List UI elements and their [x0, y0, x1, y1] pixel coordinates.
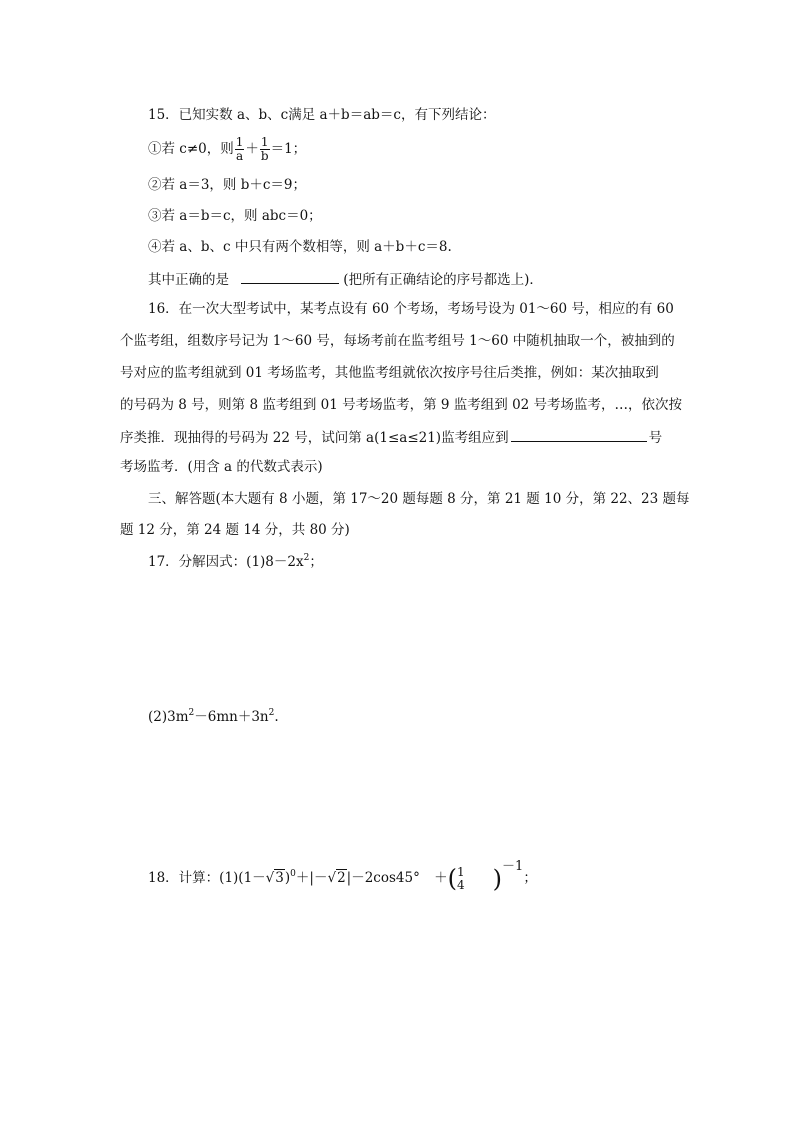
- q15-option-1-prefix: ①若 c≠0，则: [148, 141, 234, 157]
- q15-stem: 15．已知实数 a、b、c满足 a＋b＝ab＝c，有下列结论：: [148, 107, 496, 123]
- q15-answer-suffix: (把所有正确结论的序号都选上)．: [343, 272, 543, 288]
- plus-sign: ＋: [434, 870, 448, 886]
- q17-part-2-text-a: (2)3m: [148, 709, 189, 725]
- q16-line-1: 16．在一次大型考试中，某考点设有 60 个考场，考场号设为 01～60 号，相应的有 60: [148, 301, 674, 317]
- exponent: 2: [268, 708, 275, 718]
- q16-line-5-prefix: 序类推．现抽得的号码为 22 号，试问第 a(1≤a≤21)监考组应到: [120, 430, 509, 446]
- q18-end: ；: [523, 870, 537, 886]
- close-paren: ): [284, 870, 291, 886]
- exponent: 2: [303, 553, 310, 563]
- fraction-numerator: 1: [260, 135, 269, 149]
- q15-option-4: ④若 a、b、c 中只有两个数相等，则 a＋b＋c＝8.: [148, 239, 452, 255]
- sqrt-icon: √: [265, 870, 275, 886]
- exponent: 2: [188, 708, 195, 718]
- fraction-denominator: 4: [457, 877, 465, 892]
- q15-option-1-suffix: ＝1；: [270, 141, 307, 157]
- q16-line-4: 的号码为 8 号，则第 8 监考组到 01 号考场监考，第 9 监考组到 02 号考场监考，…，依次按: [120, 397, 683, 413]
- q16-answer-blank[interactable]: [511, 427, 647, 442]
- sqrt-radicand-2: 2: [337, 870, 346, 886]
- right-paren: ): [492, 864, 503, 893]
- q15-option-2: ②若 a＝3，则 b＋c＝9；: [148, 177, 307, 193]
- q16-line-6: 考场监考．(用含 a 的代数式表示): [120, 459, 323, 475]
- q17-part-2-text-b: －6mn＋3n: [194, 709, 269, 725]
- q16-line-5: [120, 427, 662, 447]
- q16-line-2: 个监考组，组数序号记为 1～60 号，每场考前在监考组号 1～60 中随机抽取一个，被抽到的: [120, 333, 675, 349]
- section-3-heading-line-1: 三、解答题(本大题有 8 小题，第 17～20 题每题 8 分，第 21 题 10 分，第 22、23 题每: [148, 491, 690, 507]
- q15-option-3: ③若 a＝b＝c，则 abc＝0；: [148, 208, 322, 224]
- section-3-heading-line-2: 题 12 分，第 24 题 14 分，共 80 分): [120, 522, 350, 538]
- abs-open: ＋|－: [295, 870, 328, 886]
- q18-prefix: 18．计算：(1)(1－: [148, 870, 266, 886]
- q17-part-1: [148, 553, 323, 571]
- q15-answer-prefix: 其中正确的是: [148, 272, 229, 288]
- q16-line-3: 号对应的监考组就到 01 考场监考，其他监考组就依次按序号往后类推，例如：某次抽取到: [120, 365, 659, 381]
- fraction-1-over-a: [235, 136, 245, 163]
- fraction-numerator: 1: [457, 864, 465, 879]
- fraction-denominator: a: [236, 149, 244, 163]
- q17-part-1-text: 17．分解因式：(1)8－2x: [148, 554, 304, 570]
- fraction-1-over-b: [260, 136, 270, 163]
- left-paren: (: [447, 864, 458, 893]
- fraction-denominator: b: [260, 149, 269, 163]
- q15-answer-line: [148, 269, 543, 289]
- q15-option-1: [148, 136, 306, 162]
- sqrt-icon: √: [327, 870, 337, 886]
- exponent-zero: 0: [290, 869, 296, 879]
- q17-part-2: [148, 708, 279, 726]
- fraction-numerator: 1: [235, 135, 244, 149]
- fraction-1-over-4: [457, 866, 465, 892]
- q15-answer-blank[interactable]: [241, 269, 339, 284]
- q17-part-2-end: .: [274, 709, 279, 725]
- exponent-negative-one: －1: [502, 859, 524, 874]
- q16-line-5-suffix: 号: [648, 430, 663, 446]
- cos-term: |－2cos45°: [346, 870, 420, 886]
- sqrt-radicand-3: 3: [275, 870, 284, 886]
- q18-part-1: [148, 859, 537, 894]
- q17-part-1-end: ；: [309, 554, 323, 570]
- plus-sign: ＋: [245, 141, 259, 157]
